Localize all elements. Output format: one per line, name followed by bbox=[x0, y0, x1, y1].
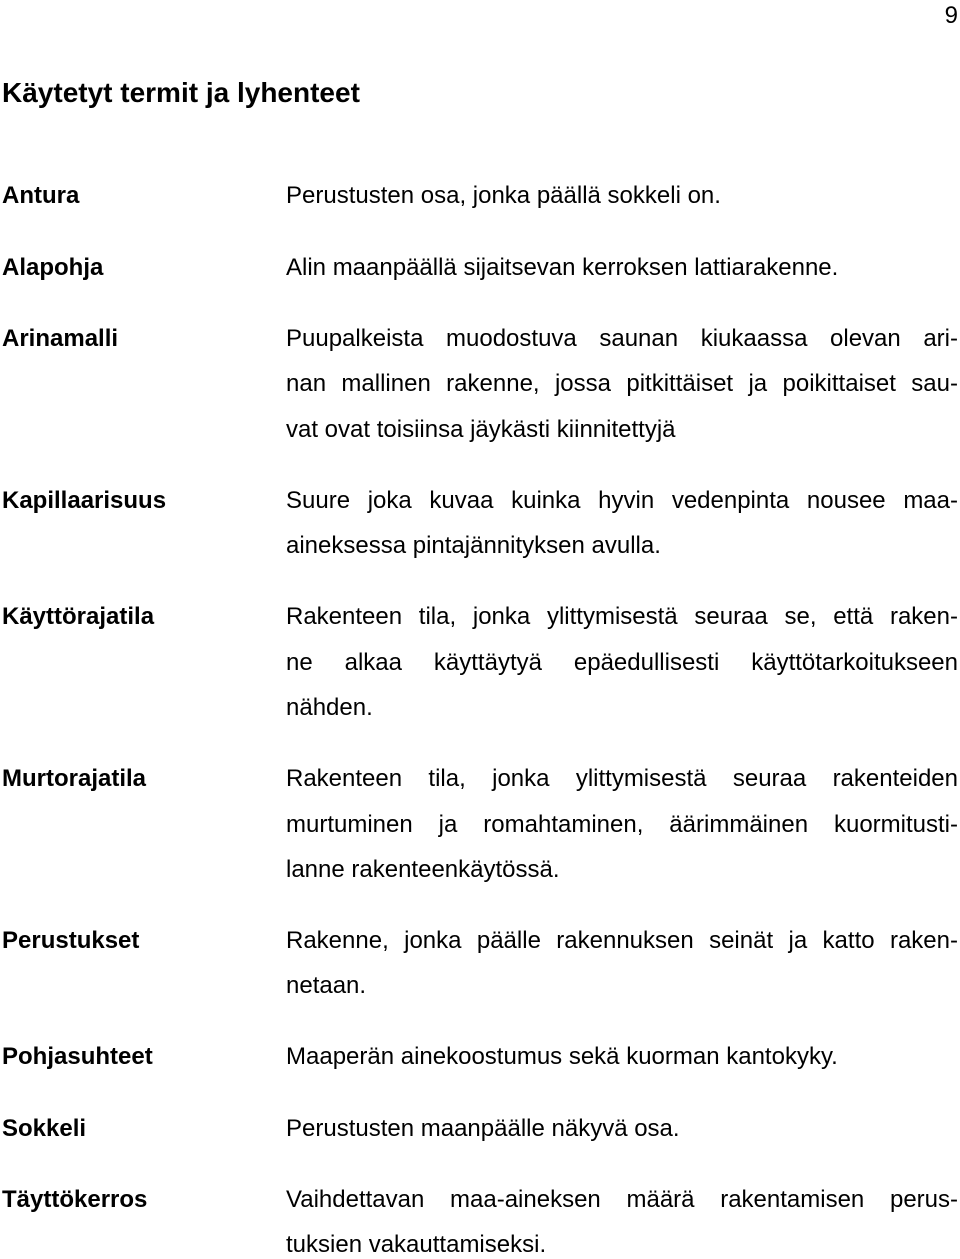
definition-arinamalli-line-2: nan mallinen rakenne, jossa pitkittäiset ja poikittaiset sau- bbox=[286, 370, 958, 397]
definition-arinamalli-line-1: Puupalkeista muodostuva saunan kiukaassa olevan ari- bbox=[286, 325, 958, 352]
page-number: 9 bbox=[944, 2, 958, 29]
definition-kayttorajatila-line-3: nähden. bbox=[286, 694, 373, 721]
definition-murtorajatila-line-3: lanne rakenteenkäytössä. bbox=[286, 856, 560, 883]
definition-perustukset-line-2: netaan. bbox=[286, 972, 367, 999]
definition-pohjasuhteet-line-1: Maaperän ainekoostumus sekä kuorman kantokyky. bbox=[286, 1043, 838, 1070]
term-antura: Antura bbox=[2, 182, 80, 209]
term-arinamalli: Arinamalli bbox=[2, 325, 119, 352]
definition-kayttorajatila-line-1: Rakenteen tila, jonka ylittymisestä seuraa se, että raken- bbox=[286, 603, 958, 630]
term-sokkeli: Sokkeli bbox=[2, 1115, 87, 1142]
definition-kayttorajatila-line-2: ne alkaa käyttäytyä epäedullisesti käyttötarkoitukseen bbox=[286, 649, 958, 676]
definition-murtorajatila-line-2: murtuminen ja romahtaminen, äärimmäinen kuormitusti- bbox=[286, 811, 958, 838]
term-perustukset: Perustukset bbox=[2, 927, 140, 954]
term-tayttokerros: Täyttökerros bbox=[2, 1186, 148, 1213]
term-alapohja: Alapohja bbox=[2, 254, 104, 281]
term-pohjasuhteet: Pohjasuhteet bbox=[2, 1043, 153, 1070]
definition-sokkeli-line-1: Perustusten maanpäälle näkyvä osa. bbox=[286, 1115, 680, 1142]
definition-kapillaarisuus-line-1: Suure joka kuvaa kuinka hyvin vedenpinta nousee maa- bbox=[286, 487, 958, 514]
definition-arinamalli-line-3: vat ovat toisiinsa jäykästi kiinnitettyjä bbox=[286, 416, 676, 443]
term-murtorajatila: Murtorajatila bbox=[2, 765, 147, 792]
definition-tayttokerros-line-2: tuksien vakauttamiseksi. bbox=[286, 1231, 547, 1258]
page-title: Käytetyt termit ja lyhenteet bbox=[2, 77, 360, 108]
term-kayttorajatila: Käyttörajatila bbox=[2, 603, 155, 630]
definition-antura-line-1: Perustusten osa, jonka päällä sokkeli on. bbox=[286, 182, 721, 209]
definition-alapohja-line-1: Alin maanpäällä sijaitsevan kerroksen lattiarakenne. bbox=[286, 254, 839, 281]
definition-tayttokerros-line-1: Vaihdettavan maa-aineksen määrä rakentamisen perus- bbox=[286, 1186, 958, 1213]
definition-murtorajatila-line-1: Rakenteen tila, jonka ylittymisestä seuraa rakenteiden bbox=[286, 765, 958, 792]
definition-kapillaarisuus-line-2: aineksessa pintajännityksen avulla. bbox=[286, 532, 661, 559]
definition-perustukset-line-1: Rakenne, jonka päälle rakennuksen seinät ja katto raken- bbox=[286, 927, 958, 954]
term-kapillaarisuus: Kapillaarisuus bbox=[2, 487, 167, 514]
